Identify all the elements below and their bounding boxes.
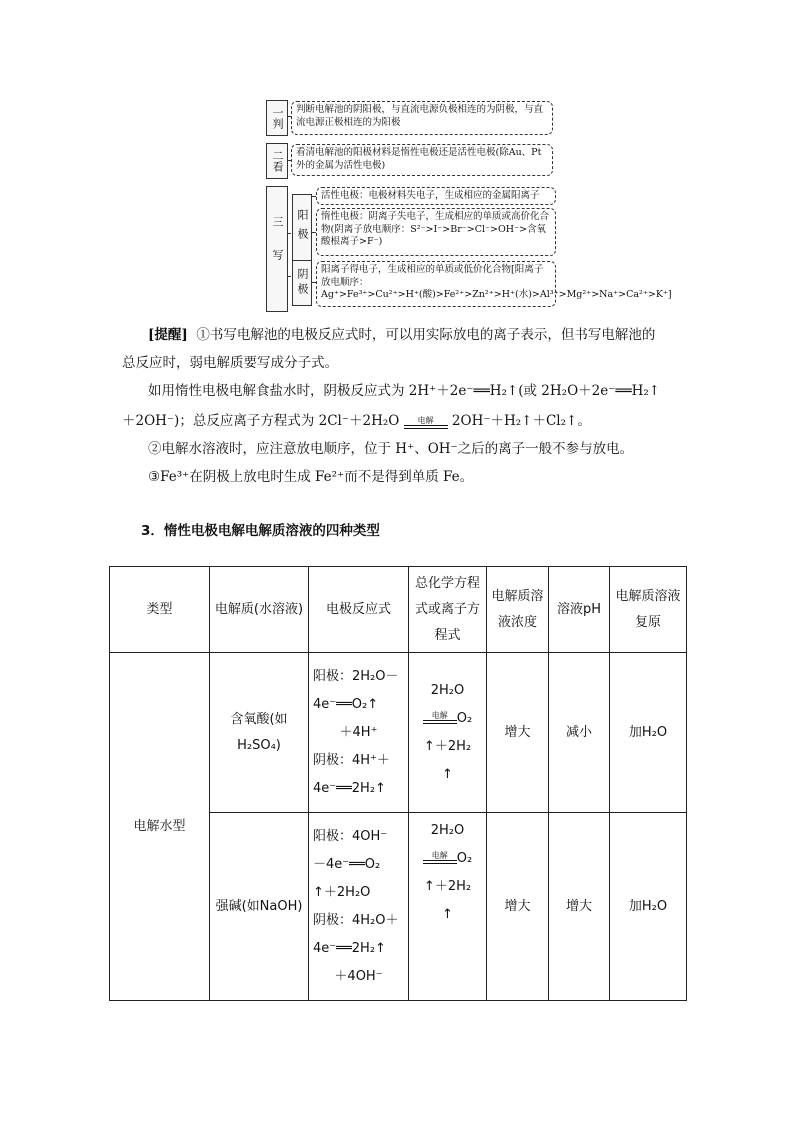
electrolysis-condition-arrow	[423, 852, 457, 864]
table-header-row	[110, 567, 687, 653]
concentration-cell: 增大	[487, 653, 549, 813]
step-write-box: 三写	[266, 186, 288, 312]
eq-line: ＋4H⁺	[339, 724, 378, 740]
eq-line-arrow	[413, 845, 482, 873]
header-concentration: 电解质溶液浓度	[487, 567, 549, 653]
anode-box: 阳极	[292, 194, 312, 262]
header-electrolyte: 电解质(水溶液)	[210, 567, 309, 653]
tip-line-3: 如用惰性电极电解食盐水时，阴极反应式为 2H⁺＋2e⁻══H₂↑(或 2H₂O＋2e⁻══H₂↑	[148, 383, 661, 399]
step-look-box: 二看	[266, 143, 288, 179]
anode-inert-note: 惰性电极：阴离子失电子，生成相应的单质或高价化合物(阴离子放电顺序：S²⁻>I⁻>Br⁻>Cl⁻>OH⁻>含氧酸根离子>F⁻)	[316, 208, 556, 256]
electrolysis-types-table	[109, 566, 687, 1001]
tip-line-5: ②电解水溶液时，应注意放电顺序，位于 H⁺、OH⁻之后的离子一般不参与放电。	[148, 441, 634, 457]
tip-line-1	[148, 325, 655, 345]
eq-line: ↑	[442, 907, 453, 922]
tip-text-4a: ＋2OH⁻)；总反应离子方程式为 2Cl⁻＋2H₂O	[122, 413, 400, 429]
tip-text-4b: 2OH⁻＋H₂↑＋Cl₂↑。	[451, 413, 591, 429]
eq-line: －4e⁻══O₂	[313, 856, 381, 872]
equals-line	[404, 425, 448, 429]
eq-line: ↑＋2H₂	[423, 738, 472, 754]
tip-label: [提醒]	[148, 327, 188, 343]
electrode-reaction-cell	[309, 653, 409, 813]
eq-line: 阳极：4OH⁻	[313, 828, 388, 844]
eq-line: 阳极：2H₂O－	[313, 668, 399, 684]
electrode-reaction-cell	[309, 813, 409, 1001]
eq-line: ＋4OH⁻	[334, 968, 383, 984]
eq-line: 阴极：4H₂O＋	[313, 912, 399, 928]
tip-line-4	[122, 411, 591, 431]
eq-line: 4e⁻══2H₂↑	[313, 780, 386, 796]
tip-text-1: ①书写电解池的电极反应式时，可以用实际放电的离子表示，但书写电解池的	[196, 327, 656, 343]
restore-cell: 加H₂O	[610, 813, 687, 1001]
cathode-note: 阳离子得电子，生成相应的单质或低价化合物[阳离子放电顺序：Ag⁺>Fe³⁺>Cu²⁺>H⁺(酸)>Fe²⁺>Zn²⁺>H⁺(水)>Al³⁺>Mg²⁺>Na⁺>Ca²⁺>K⁺]	[316, 261, 556, 307]
eq-line: 阴极：4H⁺＋	[313, 752, 390, 768]
condition-label: 电解	[431, 710, 448, 720]
eq-line: 4e⁻══2H₂↑	[313, 940, 386, 956]
connector	[287, 276, 291, 277]
electrolysis-condition-arrow	[423, 712, 457, 724]
restore-cell: 加H₂O	[610, 653, 687, 813]
eq-line-arrow	[413, 705, 482, 733]
connector	[287, 233, 291, 234]
concentration-cell: 增大	[487, 813, 549, 1001]
header-restore: 电解质溶液复原	[610, 567, 687, 653]
anode-active-note: 活性电极：电极材料失电子，生成相应的金属阳离子	[316, 187, 556, 205]
product: O₂	[456, 710, 473, 726]
ph-cell: 减小	[549, 653, 610, 813]
group-water-electrolysis: 电解水型	[110, 653, 210, 1001]
step-look-note: 看清电解池的阳极材料是惰性电极还是活性电极(除Au、Pt外的金属为活性电极)	[291, 144, 553, 176]
electrolyte-cell: 强碱(如NaOH)	[210, 813, 309, 1001]
header-ph: 溶液pH	[549, 567, 610, 653]
total-equation-cell	[409, 653, 487, 813]
eq-line: 2H₂O	[430, 682, 465, 698]
eq-line: ↑＋2H₂	[423, 879, 472, 894]
header-electrode-reaction: 电极反应式	[309, 567, 409, 653]
equals-line	[423, 720, 457, 724]
header-type: 类型	[110, 567, 210, 653]
step-judge-box: 一判	[266, 100, 288, 136]
electrolyte-cell: 含氧酸(如H₂SO₄)	[210, 653, 309, 813]
header-total-equation: 总化学方程式或离子方程式	[409, 567, 487, 653]
section-heading: 3．惰性电极电解电解质溶液的四种类型	[141, 523, 380, 539]
electrolysis-condition-arrow	[404, 416, 448, 429]
total-equation-cell	[409, 813, 487, 1001]
electrolysis-flow-diagram	[262, 98, 672, 314]
condition-label: 电解	[431, 851, 448, 860]
equals-line	[423, 860, 457, 864]
table-row	[110, 653, 687, 813]
eq-line: 4e⁻══O₂↑	[313, 696, 379, 712]
product: O₂	[456, 851, 473, 866]
eq-line: 2H₂O	[430, 823, 465, 838]
condition-label: 电解	[417, 416, 434, 425]
eq-line: ↑	[442, 766, 453, 782]
tip-line-6: ③Fe³⁺在阴极上放电时生成 Fe²⁺而不是得到单质 Fe。	[148, 469, 474, 485]
eq-line: ↑＋2H₂O	[313, 884, 371, 900]
cathode-box: 阴极	[292, 260, 312, 306]
tip-line-2: 总反应时，弱电解质要写成分子式。	[122, 355, 338, 371]
ph-cell: 增大	[549, 813, 610, 1001]
step-judge-note: 判断电解池的阴阳极，与直流电源负极相连的为阴极，与直流电源正极相连的为阳极	[291, 101, 553, 135]
